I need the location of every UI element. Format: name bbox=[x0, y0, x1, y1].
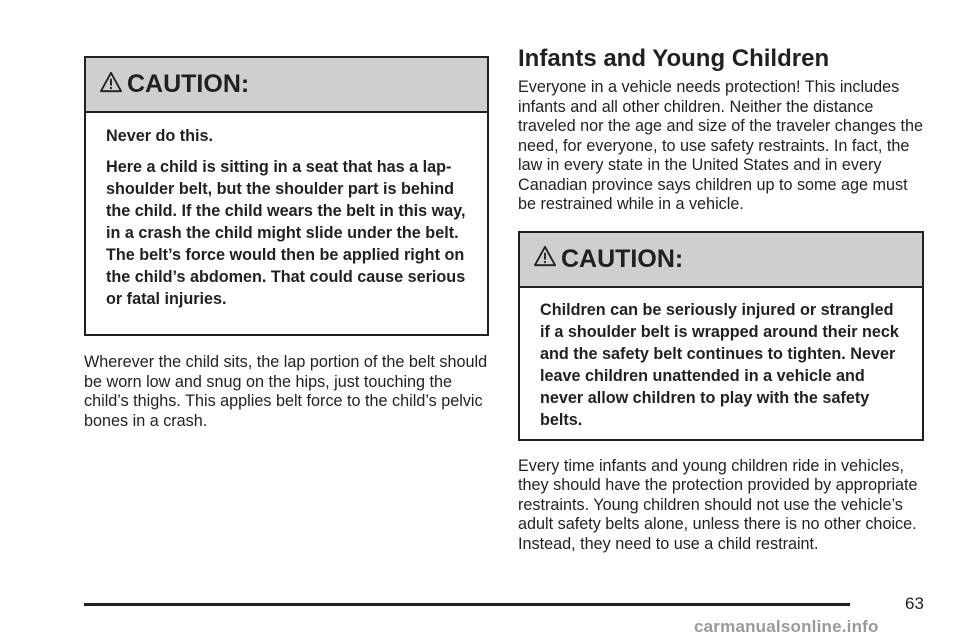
caution-box-seat-belt bbox=[84, 56, 489, 336]
caution-text bbox=[86, 113, 487, 310]
body-paragraph-lap-belt: Wherever the child sits, the lap portion of the belt should be worn low and snug on the hips, just touching the child’s thighs. This applies belt force to the child’s pelvic bones in a crash. bbox=[84, 353, 488, 430]
caution-header bbox=[86, 58, 487, 113]
body-paragraph-child-restraint: Every time infants and young children ride in vehicles, they should have the protection provided by appropriate restraints. Young children should not use the vehicle’s adult safety belts alone, unless there is no other choice. Instead, they need to use a child restraint. bbox=[518, 456, 918, 553]
caution-text bbox=[520, 288, 922, 431]
watermark: carmanualsonline.info bbox=[694, 617, 879, 636]
body-paragraph-intro: Everyone in a vehicle needs protection! This includes infants and all other children. Neither the distance traveled nor the age and size of the traveler changes the need, for everyone, to use safety restraints. In fact, the law in every state in the United States and in every Canadian province says children up to some age must be restrained while in a vehicle. bbox=[518, 78, 923, 213]
footer-rule bbox=[84, 603, 850, 606]
caution-paragraph: Never do this. bbox=[106, 127, 214, 145]
caution-paragraph: Here a child is sitting in a seat that has a lap-shoulder belt, but the shoulder part is behind the child. If the child wears the belt in this way, in a crash the child might slide under the belt. The belt’s force would then be applied right on the child’s abdomen. That could cause serious or fatal injuries. bbox=[106, 158, 466, 308]
caution-box-strangling bbox=[518, 231, 924, 441]
left-column bbox=[84, 56, 489, 431]
caution-header bbox=[520, 233, 922, 288]
warning-triangle-icon bbox=[534, 245, 556, 267]
warning-triangle-icon bbox=[100, 71, 122, 93]
page-number: 63 bbox=[905, 594, 924, 613]
caution-paragraph: Children can be seriously injured or strangled if a shoulder belt is wrapped around their neck and the safety belt continues to tighten. Never leave children unattended in a vehicle and never allow children to play with the safety belts. bbox=[540, 300, 899, 429]
caution-title: CAUTION: bbox=[127, 70, 250, 98]
section-title: Infants and Young Children bbox=[518, 45, 830, 72]
caution-title: CAUTION: bbox=[561, 244, 684, 273]
right-column bbox=[518, 44, 924, 554]
